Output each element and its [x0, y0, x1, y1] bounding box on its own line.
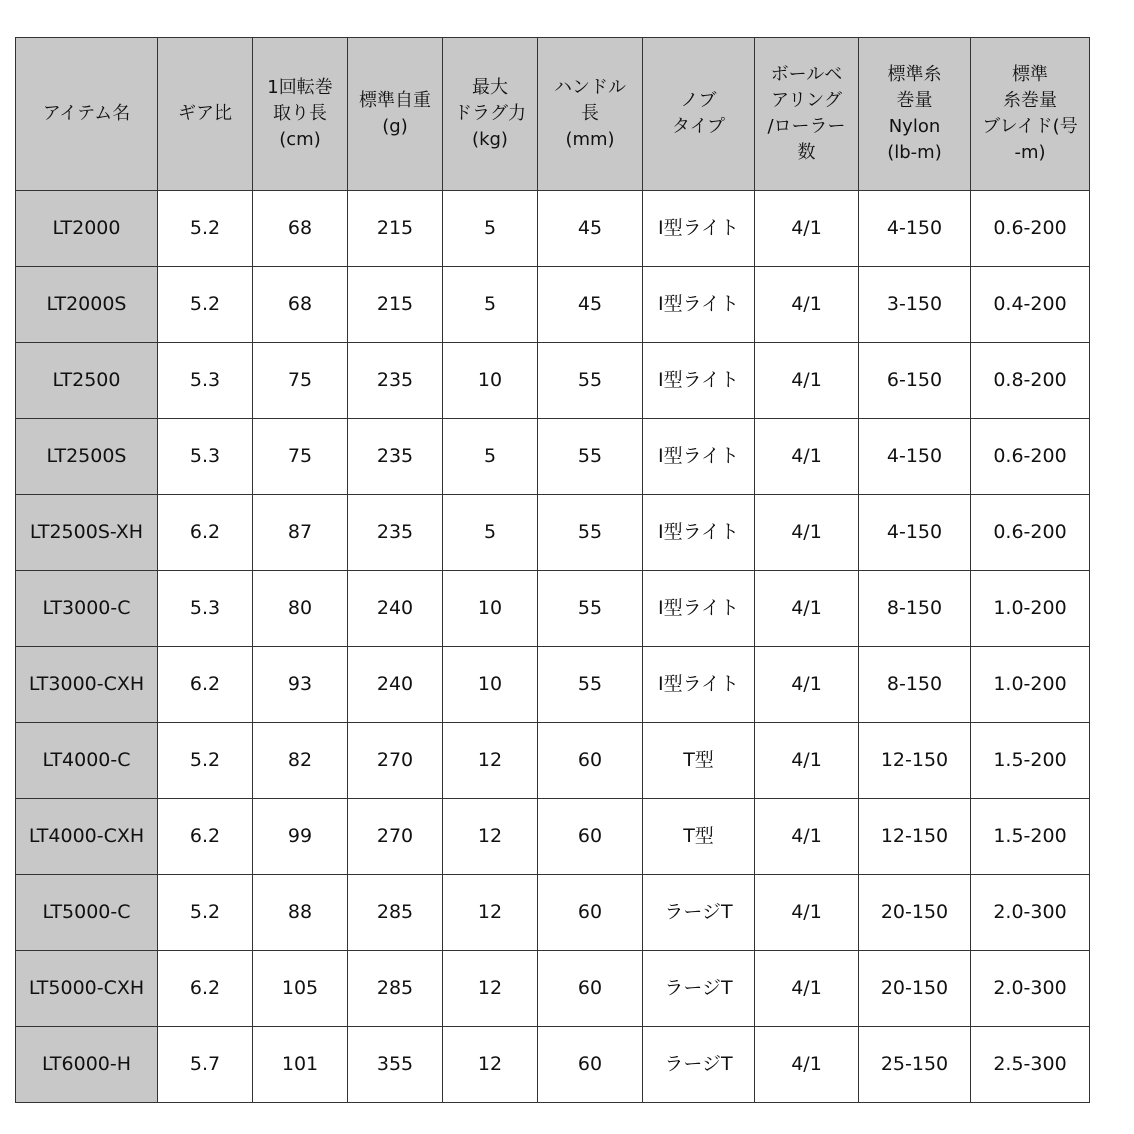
cell-retrieve-per-turn: 75	[253, 419, 348, 495]
table-row	[16, 723, 1090, 799]
header-line: ノブ	[680, 90, 717, 111]
cell-max-drag: 5	[443, 419, 538, 495]
cell-item-name: LT6000-H	[16, 1027, 158, 1103]
cell-item-name: LT5000-CXH	[16, 951, 158, 1027]
cell-max-drag: 10	[443, 647, 538, 723]
cell-max-drag: 10	[443, 343, 538, 419]
table-row	[16, 951, 1090, 1027]
header-line: ギア比	[178, 103, 232, 124]
cell-handle-length: 45	[538, 267, 643, 343]
cell-bearings: 4/1	[755, 875, 859, 951]
header-line: -m)	[1014, 142, 1046, 163]
cell-handle-length: 60	[538, 1027, 643, 1103]
cell-bearings: 4/1	[755, 799, 859, 875]
cell-nylon-capacity: 12-150	[859, 723, 971, 799]
cell-gear-ratio: 6.2	[158, 647, 253, 723]
cell-bearings: 4/1	[755, 191, 859, 267]
cell-nylon-capacity: 4-150	[859, 495, 971, 571]
header-line: ハンドル	[554, 77, 626, 98]
header-bearings	[755, 38, 859, 191]
cell-max-drag: 12	[443, 723, 538, 799]
cell-item-name: LT3000-CXH	[16, 647, 158, 723]
cell-retrieve-per-turn: 88	[253, 875, 348, 951]
header-line: タイプ	[671, 116, 726, 137]
cell-weight: 240	[348, 571, 443, 647]
cell-bearings: 4/1	[755, 1027, 859, 1103]
header-line: 数	[797, 142, 816, 163]
header-knob-type	[643, 38, 755, 191]
table-row	[16, 647, 1090, 723]
table-row	[16, 875, 1090, 951]
header-line: (lb-m)	[887, 142, 942, 163]
header-line: (kg)	[472, 129, 508, 150]
cell-weight: 235	[348, 419, 443, 495]
cell-item-name: LT3000-C	[16, 571, 158, 647]
cell-weight: 270	[348, 799, 443, 875]
cell-braid-capacity: 0.6-200	[971, 495, 1090, 571]
cell-bearings: 4/1	[755, 419, 859, 495]
cell-nylon-capacity: 20-150	[859, 951, 971, 1027]
cell-braid-capacity: 0.4-200	[971, 267, 1090, 343]
cell-handle-length: 60	[538, 875, 643, 951]
header-gear-ratio	[158, 38, 253, 191]
cell-bearings: 4/1	[755, 951, 859, 1027]
header-line: (cm)	[279, 129, 321, 150]
cell-item-name: LT2500	[16, 343, 158, 419]
cell-weight: 285	[348, 951, 443, 1027]
cell-max-drag: 5	[443, 191, 538, 267]
cell-retrieve-per-turn: 68	[253, 267, 348, 343]
cell-handle-length: 55	[538, 571, 643, 647]
cell-gear-ratio: 5.2	[158, 875, 253, 951]
header-line: ブレイド(号	[982, 116, 1078, 137]
cell-gear-ratio: 5.2	[158, 191, 253, 267]
cell-knob-type: I型ライト	[643, 419, 755, 495]
cell-braid-capacity: 1.5-200	[971, 723, 1090, 799]
cell-weight: 270	[348, 723, 443, 799]
header-line: 最大	[472, 77, 508, 98]
cell-bearings: 4/1	[755, 267, 859, 343]
cell-handle-length: 60	[538, 723, 643, 799]
header-line: 1回転巻	[267, 77, 333, 98]
header-nylon-capacity	[859, 38, 971, 191]
cell-retrieve-per-turn: 82	[253, 723, 348, 799]
table-row	[16, 191, 1090, 267]
cell-retrieve-per-turn: 101	[253, 1027, 348, 1103]
cell-nylon-capacity: 3-150	[859, 267, 971, 343]
cell-bearings: 4/1	[755, 495, 859, 571]
header-item-name	[16, 38, 158, 191]
cell-knob-type: I型ライト	[643, 571, 755, 647]
header-line: ドラグ力	[454, 103, 526, 124]
cell-handle-length: 60	[538, 951, 643, 1027]
cell-nylon-capacity: 20-150	[859, 875, 971, 951]
header-line: (g)	[382, 116, 408, 137]
header-line: 糸巻量	[1003, 90, 1057, 111]
cell-handle-length: 60	[538, 799, 643, 875]
cell-braid-capacity: 0.8-200	[971, 343, 1090, 419]
cell-bearings: 4/1	[755, 647, 859, 723]
cell-retrieve-per-turn: 87	[253, 495, 348, 571]
cell-gear-ratio: 6.2	[158, 799, 253, 875]
cell-knob-type: I型ライト	[643, 343, 755, 419]
cell-weight: 215	[348, 191, 443, 267]
header-line: Nylon	[888, 116, 941, 137]
spec-table	[15, 37, 1090, 1103]
header-line: 巻量	[896, 90, 933, 111]
cell-item-name: LT4000-C	[16, 723, 158, 799]
header-line: アリング	[771, 90, 842, 111]
table-row	[16, 1027, 1090, 1103]
cell-retrieve-per-turn: 80	[253, 571, 348, 647]
header-line: 長	[581, 103, 599, 124]
table-row	[16, 267, 1090, 343]
cell-gear-ratio: 5.2	[158, 267, 253, 343]
cell-nylon-capacity: 12-150	[859, 799, 971, 875]
cell-nylon-capacity: 8-150	[859, 647, 971, 723]
cell-gear-ratio: 5.3	[158, 419, 253, 495]
cell-weight: 240	[348, 647, 443, 723]
header-line: 標準	[1012, 64, 1048, 85]
cell-bearings: 4/1	[755, 571, 859, 647]
cell-gear-ratio: 6.2	[158, 951, 253, 1027]
cell-knob-type: I型ライト	[643, 495, 755, 571]
cell-item-name: LT2000	[16, 191, 158, 267]
cell-braid-capacity: 2.0-300	[971, 875, 1090, 951]
table-row	[16, 799, 1090, 875]
header-retrieve-per-turn	[253, 38, 348, 191]
header-line: /ローラー	[767, 116, 846, 137]
cell-gear-ratio: 6.2	[158, 495, 253, 571]
cell-nylon-capacity: 4-150	[859, 191, 971, 267]
cell-nylon-capacity: 6-150	[859, 343, 971, 419]
cell-knob-type: T型	[643, 723, 755, 799]
cell-weight: 215	[348, 267, 443, 343]
header-braid-capacity	[971, 38, 1090, 191]
header-line: (mm)	[565, 129, 615, 150]
cell-max-drag: 12	[443, 875, 538, 951]
cell-braid-capacity: 0.6-200	[971, 191, 1090, 267]
header-line: 標準糸	[887, 64, 942, 85]
cell-nylon-capacity: 25-150	[859, 1027, 971, 1103]
cell-bearings: 4/1	[755, 723, 859, 799]
cell-braid-capacity: 1.0-200	[971, 647, 1090, 723]
cell-retrieve-per-turn: 93	[253, 647, 348, 723]
cell-max-drag: 5	[443, 495, 538, 571]
table-row	[16, 343, 1090, 419]
cell-max-drag: 10	[443, 571, 538, 647]
header-row	[16, 38, 1090, 191]
header-max-drag	[443, 38, 538, 191]
cell-handle-length: 55	[538, 343, 643, 419]
cell-item-name: LT2500S	[16, 419, 158, 495]
cell-braid-capacity: 1.0-200	[971, 571, 1090, 647]
cell-gear-ratio: 5.3	[158, 343, 253, 419]
cell-handle-length: 55	[538, 495, 643, 571]
cell-max-drag: 5	[443, 267, 538, 343]
cell-nylon-capacity: 8-150	[859, 571, 971, 647]
cell-knob-type: T型	[643, 799, 755, 875]
cell-weight: 285	[348, 875, 443, 951]
cell-braid-capacity: 2.5-300	[971, 1027, 1090, 1103]
cell-braid-capacity: 1.5-200	[971, 799, 1090, 875]
cell-max-drag: 12	[443, 799, 538, 875]
cell-knob-type: I型ライト	[643, 647, 755, 723]
cell-retrieve-per-turn: 105	[253, 951, 348, 1027]
cell-item-name: LT2500S-XH	[16, 495, 158, 571]
cell-knob-type: I型ライト	[643, 267, 755, 343]
cell-retrieve-per-turn: 68	[253, 191, 348, 267]
cell-max-drag: 12	[443, 951, 538, 1027]
cell-item-name: LT2000S	[16, 267, 158, 343]
cell-weight: 235	[348, 495, 443, 571]
header-line: 取り長	[273, 103, 327, 124]
cell-gear-ratio: 5.3	[158, 571, 253, 647]
cell-weight: 235	[348, 343, 443, 419]
cell-braid-capacity: 2.0-300	[971, 951, 1090, 1027]
header-line: ボールベ	[770, 64, 843, 85]
header-handle-length	[538, 38, 643, 191]
cell-braid-capacity: 0.6-200	[971, 419, 1090, 495]
cell-item-name: LT4000-CXH	[16, 799, 158, 875]
cell-bearings: 4/1	[755, 343, 859, 419]
cell-nylon-capacity: 4-150	[859, 419, 971, 495]
header-weight	[348, 38, 443, 191]
cell-knob-type: ラージT	[643, 1027, 755, 1103]
table-body	[16, 191, 1090, 1103]
cell-weight: 355	[348, 1027, 443, 1103]
cell-item-name: LT5000-C	[16, 875, 158, 951]
cell-retrieve-per-turn: 75	[253, 343, 348, 419]
cell-handle-length: 45	[538, 191, 643, 267]
cell-knob-type: ラージT	[643, 875, 755, 951]
cell-knob-type: ラージT	[643, 951, 755, 1027]
cell-handle-length: 55	[538, 647, 643, 723]
cell-max-drag: 12	[443, 1027, 538, 1103]
table-row	[16, 495, 1090, 571]
table-row	[16, 571, 1090, 647]
cell-retrieve-per-turn: 99	[253, 799, 348, 875]
header-line: アイテム名	[42, 103, 131, 124]
cell-gear-ratio: 5.2	[158, 723, 253, 799]
table-row	[16, 419, 1090, 495]
cell-handle-length: 55	[538, 419, 643, 495]
cell-knob-type: I型ライト	[643, 191, 755, 267]
header-line: 標準自重	[359, 90, 431, 111]
cell-gear-ratio: 5.7	[158, 1027, 253, 1103]
